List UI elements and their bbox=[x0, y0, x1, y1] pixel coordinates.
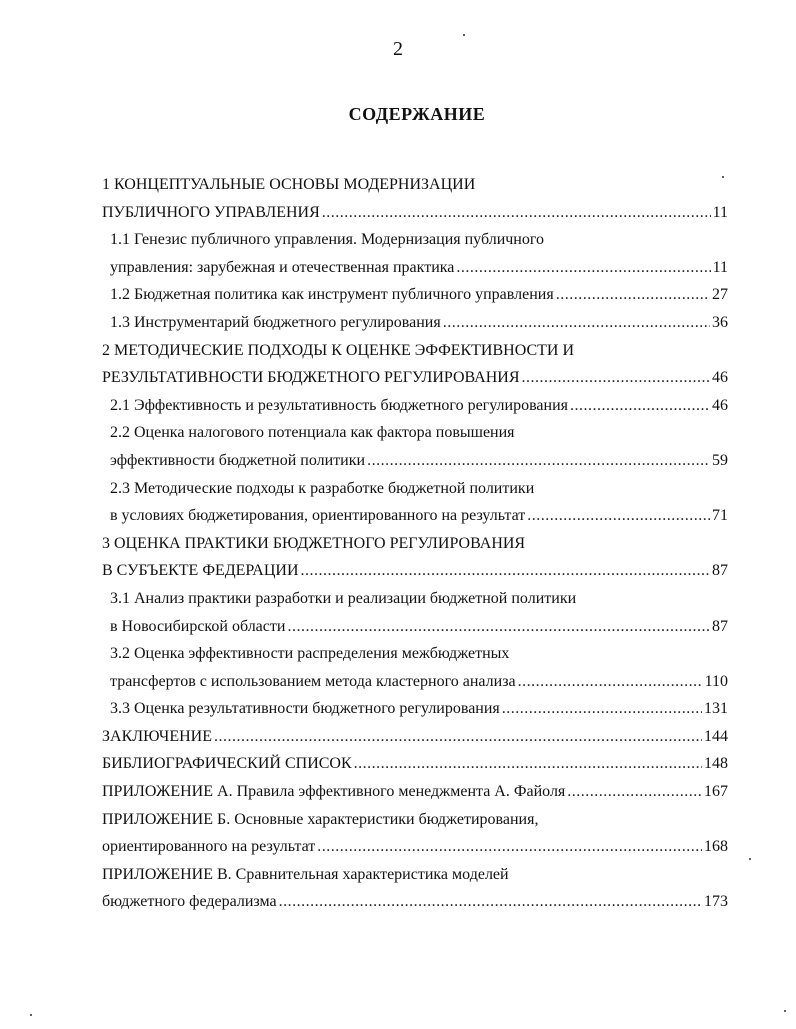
toc-page-number: 59 bbox=[712, 451, 728, 469]
toc-entry[interactable] bbox=[102, 723, 728, 751]
toc-entry-text: РЕЗУЛЬТАТИВНОСТИ БЮДЖЕТНОГО РЕГУЛИРОВАНИЯ bbox=[102, 369, 520, 387]
toc-page-number: 173 bbox=[704, 893, 728, 911]
toc-entry[interactable] bbox=[102, 475, 728, 503]
toc-leader-dots bbox=[214, 723, 702, 751]
toc-entry-text: БИБЛИОГРАФИЧЕСКИЙ СПИСОК bbox=[102, 755, 352, 773]
toc-entry[interactable] bbox=[102, 364, 728, 392]
toc-entry-text: 3.2 Оценка эффективности распределения межбюджетных bbox=[110, 645, 510, 663]
toc-entry-text: 2.3 Методические подходы к разработке бюджетной политики bbox=[110, 479, 535, 497]
toc-entry[interactable] bbox=[102, 392, 728, 420]
scan-speck bbox=[30, 1014, 32, 1016]
page-number: 2 bbox=[393, 38, 403, 60]
toc-entry-text: 1.1 Генезис публичного управления. Модернизация публичного bbox=[110, 231, 545, 249]
toc-leader-dots bbox=[522, 364, 710, 392]
toc-entry-text: ПРИЛОЖЕНИЕ Б. Основные характеристики бюджетирования, bbox=[102, 810, 539, 828]
toc-leader-dots bbox=[527, 502, 710, 530]
toc-entry[interactable] bbox=[102, 640, 728, 668]
toc-leader-dots bbox=[502, 695, 702, 723]
toc-entry-text: ориентированного на результат bbox=[102, 838, 316, 856]
toc-entry[interactable] bbox=[102, 557, 728, 585]
toc-entry[interactable] bbox=[102, 695, 728, 723]
toc-entry[interactable] bbox=[102, 309, 728, 337]
toc-leader-dots bbox=[456, 254, 710, 282]
toc-entry[interactable] bbox=[102, 337, 728, 365]
toc-leader-dots bbox=[567, 778, 702, 806]
toc-entry-text: 1.3 Инструментарий бюджетного регулирования bbox=[110, 313, 441, 331]
toc-entry-text: 1.2 Бюджетная политика как инструмент публичного управления bbox=[110, 286, 554, 304]
toc-entry-text: в Новосибирской области bbox=[110, 617, 286, 635]
toc-entry[interactable] bbox=[102, 585, 728, 613]
toc-page-number: 87 bbox=[712, 617, 728, 635]
scan-speck bbox=[722, 176, 724, 178]
toc-leader-dots bbox=[518, 668, 703, 696]
scan-speck bbox=[463, 34, 465, 36]
toc-entry-text: В СУБЪЕКТЕ ФЕДЕРАЦИИ bbox=[102, 562, 299, 580]
toc-entry-text: 2 МЕТОДИЧЕСКИЕ ПОДХОДЫ К ОЦЕНКЕ ЭФФЕКТИВНОСТИ И bbox=[102, 341, 575, 359]
toc-leader-dots bbox=[443, 309, 710, 337]
toc-page-number: 27 bbox=[712, 286, 728, 304]
table-of-contents bbox=[102, 171, 728, 916]
toc-leader-dots bbox=[317, 833, 702, 861]
toc-page-number: 148 bbox=[704, 755, 728, 773]
toc-page-number: 87 bbox=[712, 562, 728, 580]
toc-entry[interactable] bbox=[102, 447, 728, 475]
toc-entry-text: эффективности бюджетной политики bbox=[110, 451, 366, 469]
toc-entry[interactable] bbox=[102, 861, 728, 889]
toc-leader-dots bbox=[279, 888, 702, 916]
toc-entry[interactable] bbox=[102, 502, 728, 530]
toc-entry-text: 2.1 Эффективность и результативность бюджетного регулирования bbox=[110, 396, 568, 414]
toc-leader-dots bbox=[301, 557, 711, 585]
toc-page-number: 131 bbox=[704, 700, 728, 718]
toc-entry[interactable] bbox=[102, 668, 728, 696]
toc-entry-text: 1 КОНЦЕПТУАЛЬНЫЕ ОСНОВЫ МОДЕРНИЗАЦИИ bbox=[102, 176, 476, 193]
scan-speck bbox=[749, 858, 751, 860]
toc-leader-dots bbox=[556, 281, 710, 309]
toc-page-number: 46 bbox=[712, 369, 728, 387]
toc-entry-text: ПРИЛОЖЕНИЕ В. Сравнительная характеристика моделей bbox=[102, 865, 509, 883]
toc-page-number: 11 bbox=[712, 203, 728, 221]
toc-entry[interactable] bbox=[102, 530, 728, 558]
toc-entry-text: ПРИЛОЖЕНИЕ А. Правила эффективного менеджмента А. Файоля bbox=[102, 783, 566, 801]
toc-page-number: 168 bbox=[704, 838, 728, 856]
toc-entry-text: в условиях бюджетирования, ориентированного на результат bbox=[110, 507, 526, 525]
toc-entry[interactable] bbox=[102, 171, 728, 199]
toc-entry[interactable] bbox=[102, 199, 728, 227]
toc-entry-text: 3.1 Анализ практики разработки и реализации бюджетной политики bbox=[110, 589, 577, 607]
toc-leader-dots bbox=[367, 447, 710, 475]
toc-entry[interactable] bbox=[102, 613, 728, 641]
toc-page-number: 144 bbox=[704, 727, 728, 745]
toc-page-number: 110 bbox=[704, 672, 728, 690]
toc-leader-dots bbox=[570, 392, 710, 420]
toc-leader-dots bbox=[287, 613, 710, 641]
toc-entry[interactable] bbox=[102, 833, 728, 861]
toc-entry[interactable] bbox=[102, 226, 728, 254]
toc-entry-text: бюджетного федерализма bbox=[102, 893, 277, 911]
toc-entry[interactable] bbox=[102, 806, 728, 834]
toc-entry-text: управления: зарубежная и отечественная практика bbox=[110, 258, 455, 276]
toc-entry[interactable] bbox=[102, 419, 728, 447]
page-title: СОДЕРЖАНИЕ bbox=[348, 104, 486, 124]
scan-speck bbox=[784, 1010, 786, 1012]
toc-entry[interactable] bbox=[102, 281, 728, 309]
toc-entry[interactable] bbox=[102, 888, 728, 916]
toc-leader-dots bbox=[322, 199, 711, 227]
toc-entry-text: трансфертов с использованием метода кластерного анализа bbox=[110, 672, 516, 690]
toc-page-number: 167 bbox=[704, 783, 728, 801]
toc-page-number: 36 bbox=[712, 313, 728, 331]
toc-entry[interactable] bbox=[102, 254, 728, 282]
toc-entry-text: 2.2 Оценка налогового потенциала как фактора повышения bbox=[110, 424, 515, 442]
toc-entry-text: ПУБЛИЧНОГО УПРАВЛЕНИЯ bbox=[102, 203, 320, 221]
toc-entry[interactable] bbox=[102, 778, 728, 806]
toc-leader-dots bbox=[354, 750, 702, 778]
toc-entry-text: 3.3 Оценка результативности бюджетного регулирования bbox=[110, 700, 500, 718]
toc-page-number: 11 bbox=[712, 258, 728, 276]
toc-entry-text: 3 ОЦЕНКА ПРАКТИКИ БЮДЖЕТНОГО РЕГУЛИРОВАНИЯ bbox=[102, 534, 526, 552]
toc-entry-text: ЗАКЛЮЧЕНИЕ bbox=[102, 727, 212, 745]
toc-page-number: 71 bbox=[712, 507, 728, 525]
toc-entry[interactable] bbox=[102, 750, 728, 778]
toc-page-number: 46 bbox=[712, 396, 728, 414]
